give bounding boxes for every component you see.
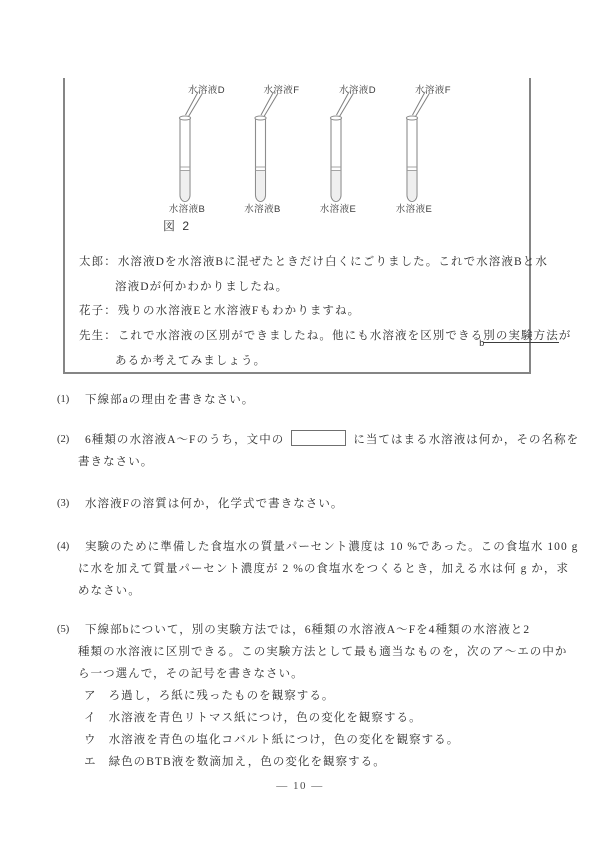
page-number: — 10 — [276,780,324,792]
tube-content-label: 水溶液E [319,204,357,215]
option-u [84,729,562,751]
speaker-sensei: 先生： [79,330,117,343]
question-5 [57,619,568,773]
question-5-line-3: ら一つ選んで，その記号を書きなさい。 [78,668,304,680]
underlined-text: 別の実験方法 [483,330,559,343]
question-4-line-1: 実験のために準備した食塩水の質量パーセント濃度は 10 %であった。この食塩水 100 g [85,541,579,553]
speaker-hanako: 花子： [79,305,117,318]
question-1 [57,389,562,411]
question-3 [57,493,562,515]
dialogue-line-taro-1 [79,250,548,275]
question-1-number: (1) [57,394,70,405]
option-a [84,685,562,707]
test-tube-group-3 [320,84,376,215]
tube-pour-label: 水溶液D [188,85,225,96]
question-5-line-1: 下線部bについて，別の実験方法では，6種類の水溶液A～Fを4種類の水溶液と2 [85,624,531,636]
tube-pour-label: 水溶液F [263,85,300,96]
figure-caption: 図 2 [163,219,192,233]
tube-pour-label: 水溶液F [415,85,451,96]
dialogue [79,250,572,374]
option-i-text: 水溶液を青色リトマス紙につけ，色の変化を観察する。 [108,712,422,724]
dialogue-text: 水溶液Dを水溶液Bに混ぜたときだけ白くにごりました。これで水溶液Bと水 [117,256,548,268]
underline-ref-label-b: b [479,338,485,349]
dialogue-text: これで水溶液の区別ができましたね。他にも水溶液を区別できる [117,330,484,343]
speaker-taro: 太郎： [79,256,117,268]
question-2-text-post: に当てはまる水溶液は何か，その名称を [353,434,580,446]
tube-content-label: 水溶液B [244,204,281,215]
question-2 [57,429,580,473]
question-5-number: (5) [57,624,70,635]
question-4-line-3: めなさい。 [78,585,141,597]
underlined-phrase-b [479,330,559,349]
option-a-text: ろ過し，ろ紙に残ったものを観察する。 [108,690,335,702]
dialogue-text: が [558,330,572,343]
dialogue-line-sensei-1 [79,324,572,349]
fill-in-blank-box [291,430,346,446]
figure-2-test-tubes-diagram [91,81,481,221]
tube-content-label: 水溶液E [395,204,433,215]
question-5-line-2: 種類の水溶液に区別できる。この実験方法として最も適当なものを，次のア～エの中か [78,646,568,658]
option-e [84,751,562,773]
question-2-number: (2) [57,434,70,445]
tube-content-label: 水溶液B [168,204,206,215]
question-2-line-1 [78,429,580,451]
test-tube-group-2 [244,84,299,215]
test-tube-group-1 [169,84,225,215]
dialogue-line-hanako [79,299,529,324]
option-u-label: ウ [84,734,97,746]
dialogue-line-taro-2: 溶液Dが何かわかりましたね。 [115,280,289,293]
tube-pour-label: 水溶液D [339,85,376,96]
question-3-text: 水溶液Fの溶質は何か，化学式で書きなさい。 [85,498,344,510]
dialogue-text: 残りの水溶液Eと水溶液Fもわかりますね。 [117,305,361,318]
option-i [84,707,562,729]
option-a-label: ア [84,690,97,702]
question-1-text: 下線部aの理由を書きなさい。 [85,394,255,406]
question-2-line-2: 書きなさい。 [78,456,154,468]
question-4 [57,536,579,602]
option-e-text: 緑色のBTB液を数滴加え，色の変化を観察する。 [108,756,386,768]
option-u-text: 水溶液を青色の塩化コバルト紙につけ，色の変化を観察する。 [108,734,460,746]
question-4-number: (4) [57,541,70,552]
option-i-label: イ [84,712,97,724]
option-e-label: エ [84,756,97,768]
question-2-text-pre: 6種類の水溶液A～Fのうち，文中の [85,434,285,446]
figure-dialogue-box [63,78,572,374]
question-4-line-2: に水を加えて質量パーセント濃度が 2 %の食塩水をつくるとき，加える水は何 g か，求 [78,563,570,575]
test-tube-group-4 [396,84,451,215]
dialogue-line-sensei-2: あるか考えてみましょう。 [115,354,267,367]
question-3-number: (3) [57,498,70,509]
